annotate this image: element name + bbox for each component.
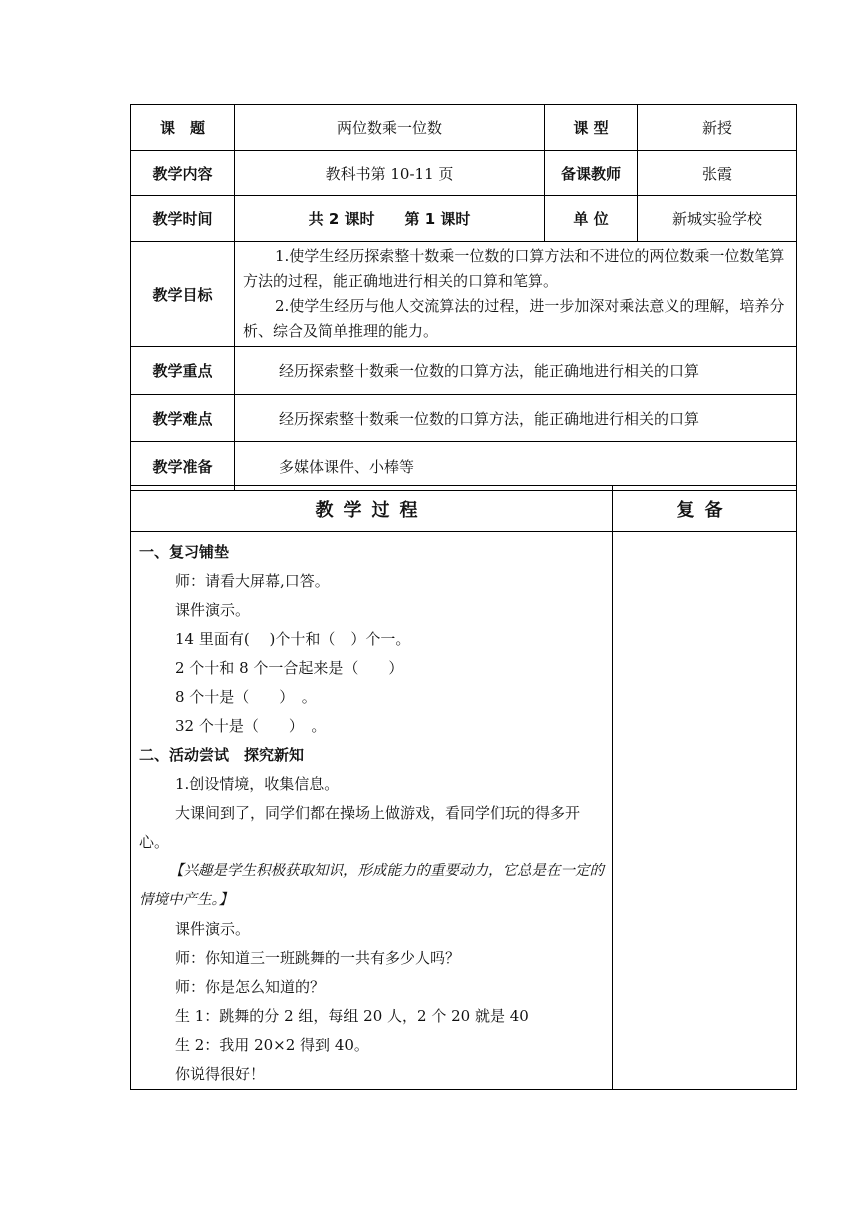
key-value: 经历探索整十数乘一位数的口算方法，能正确地进行相关的口算 [235, 347, 797, 395]
key-label: 教学重点 [131, 347, 235, 395]
teacher-value: 张霞 [638, 151, 797, 196]
goals-label: 教学目标 [131, 242, 235, 347]
goal-1: 1.使学生经历探索整十数乘一位数的口算方法和不进位的两位数乘一位数笔算方法的过程，能正确地进行相关的口算和笔算。 [243, 247, 785, 290]
s1-line: 14 里面有( )个十和（ ）个一。 [175, 630, 411, 648]
subject-label: 课 题 [131, 105, 235, 151]
s1-line: 32 个十是（ ） 。 [175, 717, 327, 735]
difficult-label: 教学难点 [131, 395, 235, 442]
difficult-value: 经历探索整十数乘一位数的口算方法，能正确地进行相关的口算 [235, 395, 797, 442]
lesson-info-table [130, 104, 797, 491]
type-label: 课 型 [545, 105, 638, 151]
prep-label: 教学准备 [131, 442, 235, 491]
review-notes-cell [613, 532, 797, 1090]
process-table [130, 485, 797, 1090]
subject-value: 两位数乘一位数 [235, 105, 545, 151]
s2-line: 师：你知道三一班跳舞的一共有多少人吗？ [175, 949, 461, 967]
content-label: 教学内容 [131, 151, 235, 196]
s1-line: 8 个十是（ ） 。 [175, 688, 317, 706]
time-value: 共 2 课时 第 1 课时 [235, 196, 545, 242]
s2-line: 课件演示。 [175, 920, 251, 938]
unit-label: 单 位 [545, 196, 638, 242]
s1-line: 2 个十和 8 个一合起来是（ ） [175, 659, 404, 677]
process-content [131, 532, 613, 1090]
type-value: 新授 [638, 105, 797, 151]
s1-line: 课件演示。 [175, 601, 251, 619]
s2-line: 师：你是怎么知道的？ [175, 978, 326, 996]
s2-step: 1.创设情境，收集信息。 [175, 775, 340, 793]
s2-paragraph: 大课间到了，同学们都在操场上做游戏，看同学们玩的得多开心。 [139, 804, 581, 851]
review-header: 复备 [613, 486, 797, 532]
content-value: 教科书第 10-11 页 [235, 151, 545, 196]
process-header: 教学过程 [131, 486, 613, 532]
s1-line: 师：请看大屏幕,口答。 [175, 572, 330, 590]
s2-note: 【兴趣是学生积极获取知识，形成能力的重要动力，它总是在一定的情境中产生。】 [139, 863, 604, 908]
prep-value: 多媒体课件、小棒等 [235, 442, 797, 491]
s2-line: 生 1：跳舞的分 2 组，每组 20 人，2 个 20 就是 40 [175, 1007, 529, 1025]
s2-line: 你说得很好！ [175, 1065, 266, 1083]
time-label: 教学时间 [131, 196, 235, 242]
teacher-label: 备课教师 [545, 151, 638, 196]
s2-line: 生 2：我用 20×2 得到 40。 [175, 1036, 369, 1054]
section-explore: 二、活动尝试 探究新知 [139, 746, 305, 764]
goal-2: 2.使学生经历与他人交流算法的过程，进一步加深对乘法意义的理解，培养分析、综合及简单推理的能力。 [243, 297, 785, 340]
unit-value: 新城实验学校 [638, 196, 797, 242]
goals-cell [235, 242, 797, 347]
section-review: 一、复习铺垫 [139, 543, 230, 561]
